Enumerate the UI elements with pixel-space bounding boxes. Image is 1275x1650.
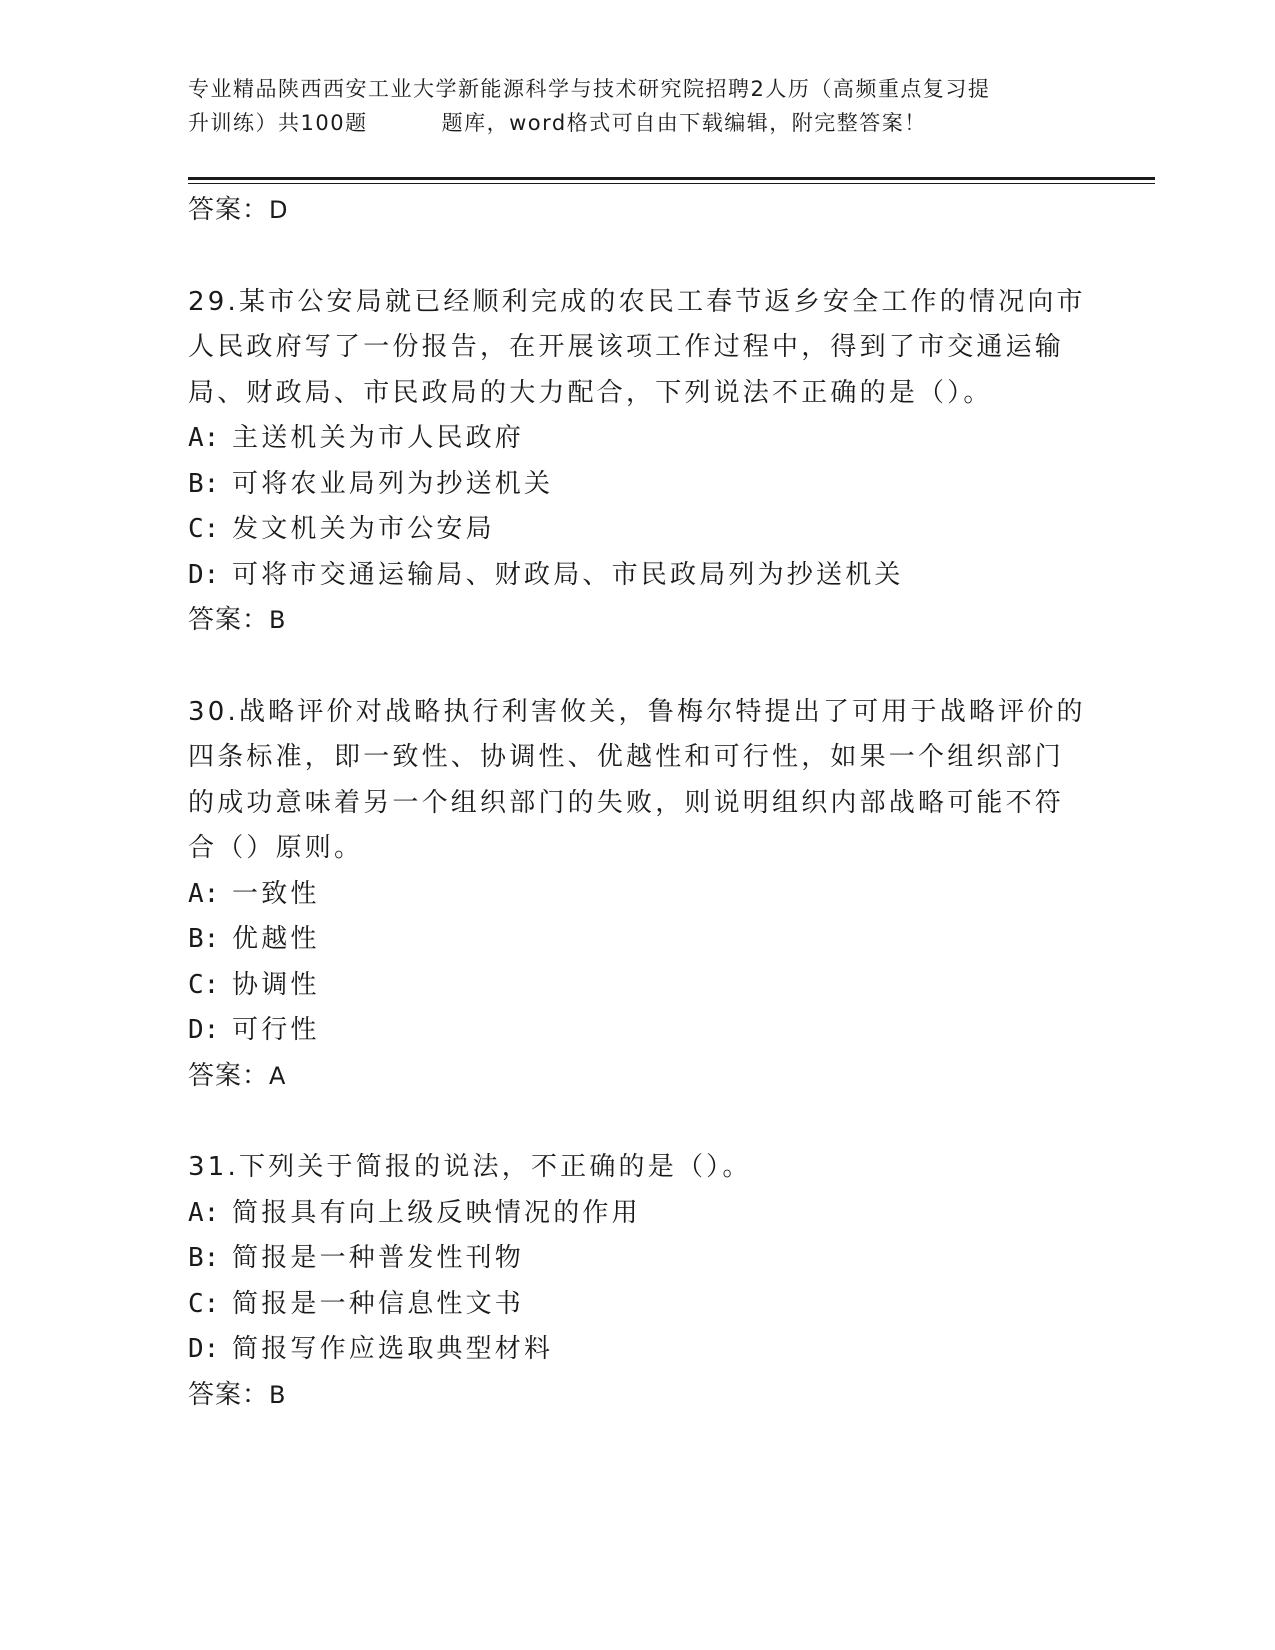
option-text: 简报是一种普发性刊物 <box>232 1243 525 1273</box>
option-text: 协调性 <box>232 969 320 1000</box>
header-line-2-part-1: 升训练）共100题 <box>188 111 368 135</box>
answer-value: B <box>269 606 287 634</box>
option-letter: B: <box>188 468 220 499</box>
question-text-line: 四条标准，即一致性、协调性、优越性和可行性，如果一个组织部门 <box>188 742 1065 772</box>
option-text: 可将农业局列为抄送机关 <box>232 468 554 499</box>
option-letter: D: <box>188 559 220 590</box>
option-letter: B: <box>188 1243 220 1273</box>
option-letter: D: <box>188 1334 220 1364</box>
answer-value: A <box>269 1061 287 1090</box>
question-text-line: 31.下列关于简报的说法，不正确的是（）。 <box>188 1152 752 1182</box>
answer-label: 答案： <box>188 605 270 635</box>
question-text-line: 的成功意味着另一个组织部门的失败，则说明组织内部战略可能不符 <box>188 787 1065 818</box>
option-letter: C: <box>188 1288 220 1319</box>
option-d <box>188 553 1088 599</box>
option-text: 可将市交通运输局、财政局、市民政局列为抄送机关 <box>232 559 904 590</box>
option-text: 优越性 <box>232 924 320 954</box>
question-text-line: 局、财政局、市民政局的大力配合，下列说法不正确的是（）。 <box>188 377 993 408</box>
option-c <box>188 1282 1088 1328</box>
answer-value: B <box>269 1380 287 1409</box>
option-a <box>188 872 1088 918</box>
option-b <box>188 1236 1088 1282</box>
answer-line-top <box>188 188 1088 234</box>
question-31 <box>188 1145 1088 1418</box>
header-line-1: 专业精品陕西西安工业大学新能源科学与技术研究院招聘2人历（高频重点复习提 <box>188 77 991 101</box>
question-30 <box>188 690 1088 1100</box>
option-letter: B: <box>188 924 220 954</box>
option-a <box>188 416 1088 462</box>
option-b <box>188 462 1088 508</box>
option-text: 发文机关为市公安局 <box>232 514 495 544</box>
option-text: 可行性 <box>232 1015 320 1045</box>
option-letter: C: <box>188 514 220 544</box>
option-letter: A: <box>188 878 220 909</box>
header-line-2 <box>188 106 1088 140</box>
question-text-line: 合（）原则。 <box>188 833 364 863</box>
question-text-line: 29.某市公安局就已经顺利完成的农民工春节返乡安全工作的情况向市 <box>188 286 1086 317</box>
option-letter: D: <box>188 1015 220 1045</box>
option-letter: C: <box>188 969 220 1000</box>
answer-label: 答案： <box>188 1060 270 1091</box>
option-b <box>188 917 1088 963</box>
answer-line <box>188 1373 1088 1419</box>
question-text-line: 30.战略评价对战略执行利害攸关，鲁梅尔特提出了可用于战略评价的 <box>188 696 1086 727</box>
option-text: 一致性 <box>232 878 320 909</box>
document-body <box>188 188 1088 1418</box>
header-rule-thick <box>188 177 1155 180</box>
option-letter: A: <box>188 1197 220 1228</box>
option-text: 简报写作应选取典型材料 <box>232 1334 554 1364</box>
answer-value: D <box>269 196 289 224</box>
option-d <box>188 1008 1088 1054</box>
answer-line <box>188 598 1088 644</box>
answer-line <box>188 1054 1088 1100</box>
option-d <box>188 1327 1088 1373</box>
option-c <box>188 963 1088 1009</box>
header-line-2-part-2: 题库，word格式可自由下载编辑，附完整答案！ <box>441 111 927 135</box>
question-text-line: 人民政府写了一份报告，在开展该项工作过程中，得到了市交通运输 <box>188 332 1065 362</box>
document-header <box>188 72 1088 140</box>
option-text: 简报是一种信息性文书 <box>232 1288 525 1319</box>
option-text: 主送机关为市人民政府 <box>232 423 525 453</box>
answer-label: 答案： <box>188 195 270 225</box>
header-rule-thin <box>188 183 1155 184</box>
option-text: 简报具有向上级反映情况的作用 <box>232 1197 641 1228</box>
option-letter: A: <box>188 423 220 453</box>
option-c <box>188 507 1088 553</box>
question-29 <box>188 280 1088 644</box>
answer-label: 答案： <box>188 1379 270 1410</box>
option-a <box>188 1191 1088 1237</box>
